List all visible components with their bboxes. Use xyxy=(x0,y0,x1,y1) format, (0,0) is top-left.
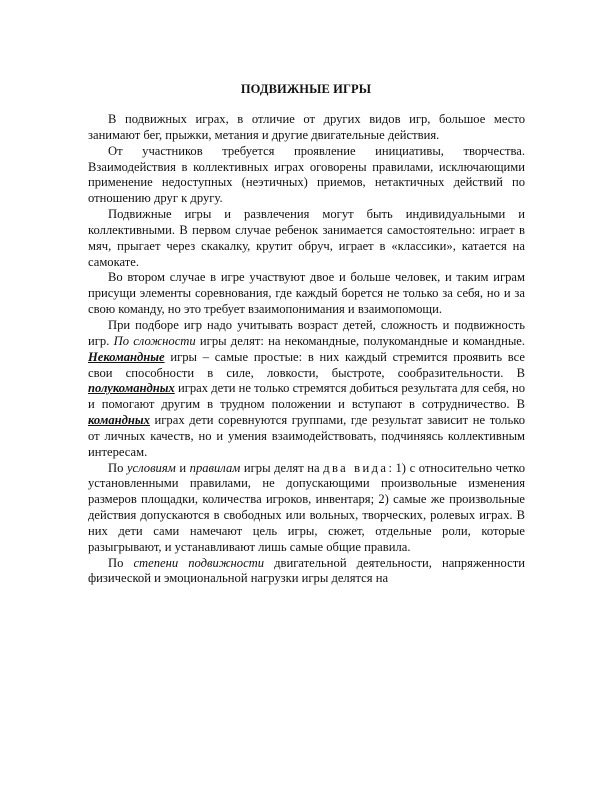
paragraph-6-text: игры делят на xyxy=(240,460,324,475)
paragraph-7-text: двигательной деятельности, напряженности физической и эмоциональной нагрузки игры делятся на xyxy=(88,555,525,586)
paragraph-5-text: играх дети не только стремятся добиться результата для себя, но и помогают другим в трудном положении и вступают в сотрудничество. В xyxy=(88,381,525,412)
paragraph-5 xyxy=(88,318,525,461)
document-body xyxy=(88,112,525,587)
paragraph-1: В подвижных играх, в отличие от других видов игр, большое место занимают бег, прыжки, метания и другие двигательные действия. xyxy=(88,112,525,142)
term-stepeni-podvizhnosti: степени подвижности xyxy=(133,555,265,570)
paragraph-6-text: : 1) с относительно четко установленными правилами, не допускающими произвольные изменения размеров площадки, количества игроков, инвентаря; 2) самые же произвольные действия допускаются в свободных или вольных, творческих, ролевых играх. В них дети сами намечают цель игры, сюжет, отдельные роли, которые разыгрывают, и устанавливают лишь самые общие правила. xyxy=(88,460,525,554)
term-polukomandnyh: полукомандных xyxy=(88,381,175,396)
term-po-slozhnosti: По сложности xyxy=(113,333,196,348)
term-komandnyh: командных xyxy=(88,413,150,428)
paragraph-6-text: По xyxy=(108,460,127,475)
paragraph-7-text: По xyxy=(108,555,134,570)
paragraph-6 xyxy=(88,461,525,556)
paragraph-7 xyxy=(88,556,525,588)
term-nekomandnye: Некомандные xyxy=(88,349,165,364)
term-usloviyam: условиям xyxy=(126,460,176,475)
term-dva-vida: два вида xyxy=(323,460,389,475)
paragraph-6-text: и xyxy=(175,460,190,475)
document-title: ПОДВИЖНЫЕ ИГРЫ xyxy=(240,82,372,96)
term-pravilam: правилам xyxy=(189,460,241,475)
paragraph-5-text: игры – самые простые: в них каждый стремится проявить все свои способности в силе, ловкости, быстроте, сообразительности. В xyxy=(88,349,525,380)
paragraph-5-text: При подборе игр надо учитывать возраст детей, сложность и подвижность игр. xyxy=(88,317,525,348)
paragraph-5-text: играх дети соревнуются группами, где результат зависит не только от личных качеств, но и умения взаимодействовать, подчиняясь коллективным интересам. xyxy=(88,413,525,459)
paragraph-2: От участников требуется проявление инициативы, творчества. Взаимодействия в коллективных играх оговорены правилами, исключающими применение недоступных (неэтичных) приемов, нетактичных действий по отношению друг к другу. xyxy=(88,143,525,206)
paragraph-3: Подвижные игры и развлечения могут быть индивидуальными и коллективными. В первом случае ребенок занимается самостоятельно: играет в мяч, прыгает через скакалку, крутит обруч, играет в «классики», катается на самокате. xyxy=(88,207,525,269)
paragraph-5-text: игры делят: на некомандные, полукомандные и командные. xyxy=(195,333,526,348)
paragraph-4: Во втором случае в игре участвуют двое и больше человек, и таким играм присущи элементы соревнования, где каждый борется не только за себя, но и за свою команду, но это требует взаимопонимания и взаимопомощи. xyxy=(88,270,525,317)
